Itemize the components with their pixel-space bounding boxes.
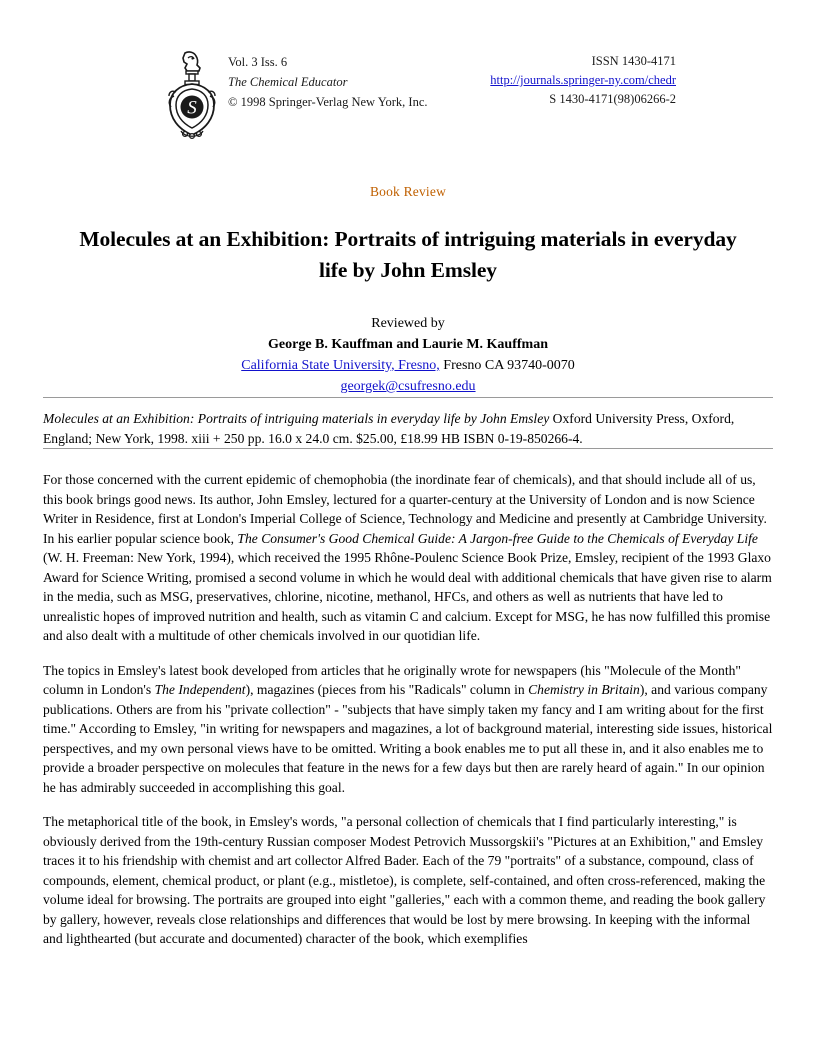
springer-verlag-logo-icon	[163, 50, 221, 142]
affiliation-line	[0, 355, 816, 376]
masthead-identifiers	[490, 52, 676, 109]
affiliation-address: Fresno CA 93740-0070	[439, 358, 575, 373]
article-id: S 1430-4171(98)06266-2	[549, 92, 676, 106]
page-title: Molecules at an Exhibition: Portraits of intriguing materials in everyday life by John Emsley	[79, 227, 737, 282]
text-run: The topics in Emsley's latest book developed from articles that he originally wrote for newspapers (his "Molecule of the Month" column in London's	[43, 662, 741, 697]
section-kicker: Book Review	[369, 184, 447, 199]
journal-name: The Chemical Educator	[228, 75, 348, 89]
author-email-link[interactable]: georgek@csufresno.edu	[340, 379, 476, 394]
text-run: The metaphorical title of the book, in Emsley's words, "a personal collection of chemicals that I find particularly interesting," is obviously derived from the 19th-century Russian composer Modest Petrovich Mussorgskii's "Pictures at an Exhibition," and Emsley traces it to his friendship with chemist and art collector Alfred Bader. Each of the 79 "portraits" of a substance, compound, class of compounds, element, chemical product, or plant (e.g., mistletoe), is complete, self-contained, and often cross-referenced, making the volume ideal for browsing. The portraits are grouped into eight "galleries," each with a common theme, and reading the book gallery by gallery, however, reveals close relationships and differences that would be lost by mere browsing. In keeping with the informal and lighthearted (but accurate and documented) character of the book, which exemplifies	[43, 814, 766, 946]
body-paragraph	[43, 661, 773, 798]
issn-label: ISSN 1430-4171	[591, 54, 676, 68]
masthead	[0, 0, 816, 142]
text-run: ), and various company publications. Others are from his "private collection" - "subjects that have simply taken my fancy and I am writing about for the first time." According to Emsley, "in writing for newspapers and magazines, a lot of background material, interesting side issues, historical perspectives, and my own personal views have to be omitted. Writing a book enables me to put all these in, and it also enables me to provide a broader perspective on molecules that feature in the news for a few days but then are rarely heard of again." In our opinion he has admirably succeeded in accomplishing this goal.	[43, 682, 773, 795]
italic-run: The Consumer's Good Chemical Guide: A Jargon-free Guide to the Chemicals of Everyday Life	[237, 530, 758, 546]
text-run: ), magazines (pieces from his "Radicals" column in	[245, 682, 529, 697]
journal-url-link[interactable]: http://journals.springer-ny.com/chedr	[490, 73, 676, 87]
copyright-line: © 1998 Springer-Verlag New York, Inc.	[228, 95, 428, 109]
citation-publication-details: Oxford University Press, Oxford, England; New York, 1998. xiii + 250 pp. 16.0 x 24.0 cm. $25.00, £18.99 HB ISBN 0-19-850266-4.	[43, 411, 735, 446]
byline-block	[0, 313, 816, 397]
divider-below-citation	[43, 448, 773, 449]
body-paragraph	[43, 812, 773, 949]
italic-run: Chemistry in Britain	[528, 682, 640, 697]
svg-text:S: S	[187, 97, 197, 119]
text-run: (W. H. Freeman: New York, 1994), which received the 1995 Rhône-Poulenc Science Book Prize, Emsley, recipient of the 1993 Glaxo Award for Science Writing, promised a second volume in which he would deal with additional chemicals that have given rise to alarm in the media, such as MSG, preservatives, chlorine, nicotine, methanol, HFCs, and others as well as nutrients that have led to unrealistic hopes of improved nutrition and health, such as vitamin C and calcium. Except for MSG, he has now fulfilled this promise and also dealt with a multitude of other chemicals involved in our quotidian life.	[43, 550, 772, 643]
divider-above-citation	[43, 397, 773, 398]
masthead-journal-info	[228, 52, 428, 112]
review-body	[43, 470, 773, 949]
book-citation	[43, 409, 773, 448]
italic-run: The Independent	[154, 682, 246, 697]
author-names: George B. Kauffman and Laurie M. Kauffman	[268, 337, 548, 352]
volume-issue: Vol. 3 Iss. 6	[228, 55, 288, 69]
citation-title-italic: Molecules at an Exhibition: Portraits of intriguing materials in everyday life by John Emsley	[43, 411, 550, 426]
affiliation-link[interactable]: California State University, Fresno,	[241, 358, 440, 373]
text-run: For those concerned with the current epidemic of chemophobia (the inordinate fear of chemicals), and that should include all of us, this book brings good news. Its author, John Emsley, lectured for a quarter-century at the University of London and is now Science Writer in Residence, first at London's Imperial College of Science, Technology and Medicine and presently at Cambridge University. In his earlier popular science book,	[43, 472, 767, 546]
body-paragraph	[43, 470, 773, 646]
email-line	[0, 376, 816, 397]
reviewed-by-label: Reviewed by	[371, 316, 445, 331]
